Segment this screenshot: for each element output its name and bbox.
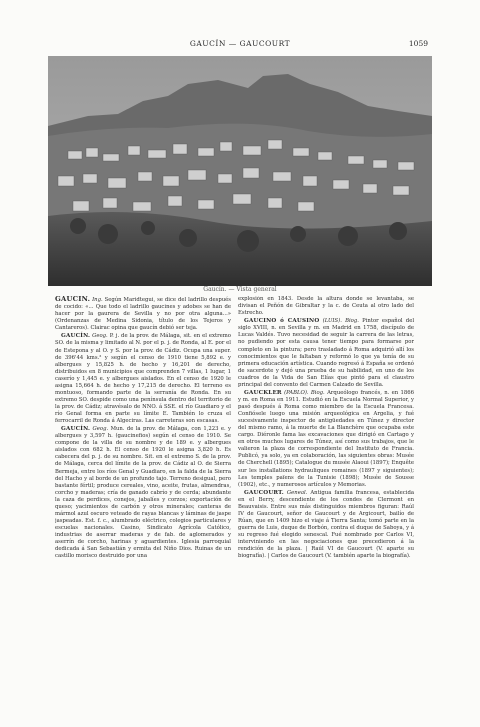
page-number: 1059 [408, 39, 428, 48]
entry-continuation [238, 296, 414, 317]
entry-headword: GAUCÍN. [61, 426, 91, 433]
entry-gaucourt [238, 490, 414, 560]
entry-text: explosión en 1843. Desde la altura donde se levantaba, se divisan el Peñón de Gibraltar y la c. de Ceuta al otro lado del Estrecho. [238, 296, 414, 317]
entry-headword: GAUCÍN. [55, 296, 91, 303]
running-title: GAUCÍN — GAUCOURT [189, 39, 291, 48]
entry-text: Antigua familia francesa, establecida en el Berry, descendiente de los condes de Clermont en Beauvaisis. Entre sus más distinguidos miembros figuran: Raúl IV de Gaucourt, señor de Gaucourt y de Argicourt, bailío de Rúan, que en 1409 hizo el viaje á Tierra Santa; tomó parte en la guerra de Luis, duque de Borbón, contra el duque de Saboya, y á su regreso fué elegido senescal. Fué nombrado por Carlos VI, interviniendo en las negociaciones que precedieron á la rendición de la plaza. | Raúl VI de Gaucourt (V. aparte su biografía). | Carlos de Gaucourt (V. también aparte la biografía). [238, 489, 414, 560]
entry-headword: GAUCKLER [244, 389, 282, 396]
photo-caption: Gaucín. — Vista general [203, 286, 277, 293]
entry-tag: (PABLO). Biog. [284, 389, 325, 396]
entry-gaucin-geog-municipio [55, 426, 231, 560]
entry-text: P. j. de la prov. de Málaga, sit. en el extremo SO. de la misma y limitado al N. por el p. j. de Ronda, al E. por el de Estepona y al O. y S. por la prov. de Cádiz. Ocupa una super. de 396'44 kms.² y según el censo de 1910 tiene 5,892 e. y albergues y 15,825 h. de hecho y 16,201 de derecho, distribuidos en 8 municipios que comprenden 7 villas, 1 lugar, 1 caserío y 1,445 e. y albergues aislados. En el censo de 1920 le asigna 15,664 h. de hecho y 17,215 de derecho. El terreno es montuoso, formando parte de la serranía de Ronda. En su extremo SO. despide como una península dentro del territorio de la prov. de Cádiz; atravésalo de NNO. á SSE. el río Guadiaro y el río Genal forma en parte su límite E. También lo cruza el ferrocarril de Ronda á Algeciras. Las carreteras son escasas. [55, 333, 231, 424]
entry-text: Según Maridtegui, se dice del ladrillo después de cocido: «... Que todo el ladrillo gaucines y adobes se han de hacer por la gaurera de Sevilla y no por otra alguna...» (Ordenanzas de Medina Sidonia, título de los Tejeros y Cantareros). Clairac opina que gaucín debió ser teja. [55, 297, 231, 332]
town-photograph [48, 56, 432, 286]
left-column [55, 296, 231, 696]
entry-headword: GAUCÍN. [61, 333, 91, 340]
right-column [238, 296, 414, 696]
entry-gaucino [238, 318, 414, 388]
entry-tag: Ing. [92, 297, 103, 303]
entry-headword: GAUCOURT. [244, 489, 284, 496]
entry-text: Pintor español del siglo XVIII, n. en Sevilla y m. en Madrid en 1758, discípulo de Lucas Valdés. Tuvo necesidad de seguir la carrera de las letras, no pudiendo por esta causa tener tiempo para formarse por completo en la pintura; pero trasladado á Roma adquirió allí los conocimientos que le faltaban y reformó lo que ya tenía de su primera educación artística. Cuando regresó á España se ordenó de sacerdote y dejó una prueba de su habilidad, en uno de los cuadros de la Vida de San Elías que pintó para el claustro principal del convento del Carmen Calzado de Sevilla. [238, 318, 414, 388]
entry-tag: Geog. [92, 426, 109, 433]
entry-text: Arqueólogo francés, n. en 1866 y m. en Roma en 1911. Estudió en la Escuela Normal Superior, y pasó después á Roma como miembro de la Escuela Francesa. Confiósele luego una misión arqueológica en Argelia, y fué sucesivamente inspector de antigüedades en Túnez y director del mismo ramo, á la muerte de La Blanchère que ocupaba este cargo. Diéronle fama las excavaciones que dirigió en Cartago y en otros muchos lugares de Túnez, así como sus trabajos, que le valieron la plaza de correspondiente del Instituto de Francia. Publicó, ya solo, ya en colaboración, las siguientes obras: Musée de Cherchell (1895); Catalogue du musée Alaoui (1897); Enquête sur les installations hydrauliques romaines (1897 y siguientes); Les temples païens de la Tunisie (1898); Musée de Sousse (1902), etc., y numerosos artículos y Memorias. [238, 389, 414, 488]
entry-gaucin-geog-partido [55, 333, 231, 425]
entry-gauckler [238, 390, 414, 489]
entry-headword: GAUCINO ó CAUSINO [244, 318, 320, 325]
page-header [0, 39, 480, 51]
entry-tag: (LUIS). Biog. [322, 318, 359, 325]
entry-tag: Geneal. [286, 489, 308, 496]
entry-tag: Geog. [92, 333, 108, 340]
entry-gaucin-ing [55, 296, 231, 332]
photo-illustration [48, 56, 432, 286]
entry-text: Mun. de la prov. de Málaga, con 1,223 e. y albergues y 3,597 h. (gaucinefios) según el censo de 1910. Se compone de la villa de su nombre y de 189 e. y albergues aislados con 682 h. El censo de 1920 le asigna 3,820 h. Es cabecera del p. j. de su nombre. Sit. en el extremo S. de la prov. de Málaga, cerca del límite de la prov. de Cádiz al O. de Sierra Bermeja, entre los ríos Genal y Guadiaro, en la falda de la Sierra del Hacho y al borde de un profundo tajo. Terreno desigual, pero bastante fértil; produce cereales, vino, aceite, frutas, almendras, corcho y maderas; cría de ganado cabrío y de cerda; abundante la caza de perdices, conejos, jabalíes y corzos; exportación de queso; yacimientos de carbón y otros minerales; canteras de mármol azul oscuro veteado de rayas blancas y láminas de jaspe jaspeadas. Est. f. c., alumbrado eléctrico, colegios particulares y escuelas nacionales. Casino, Sindicato Agrícola Católico, industrias de aserrar maderas y de fab. de aglomerados y aserrín de corcho, harinas y aguardientes. Iglesia parroquial dedicada á San Sebastián y ermita del Niño Dios. Ruinas de un castillo morisco destruido por una [55, 426, 231, 560]
